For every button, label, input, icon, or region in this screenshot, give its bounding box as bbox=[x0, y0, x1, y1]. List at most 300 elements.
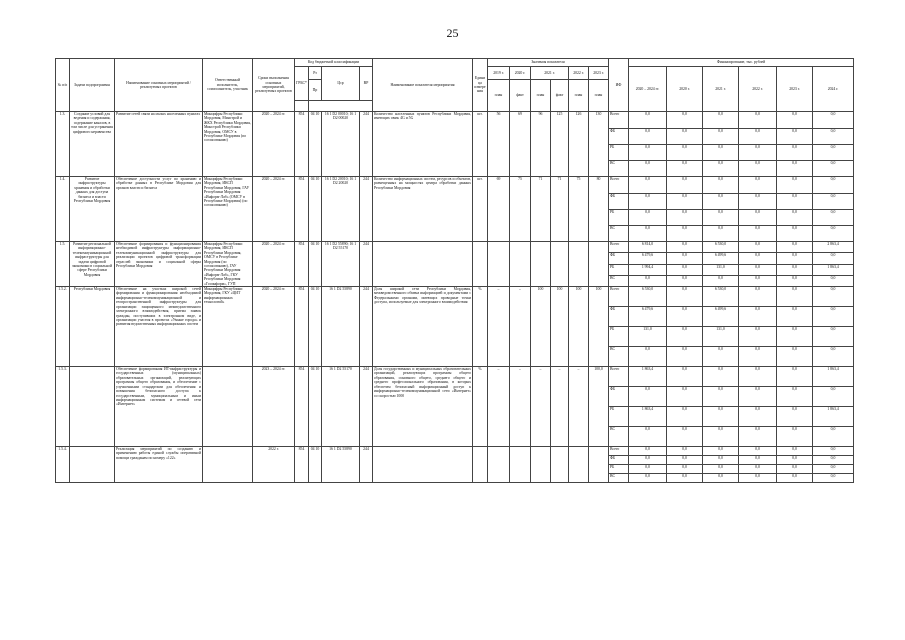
finance-amount: 0,0 bbox=[739, 145, 777, 161]
row-value: 100 bbox=[551, 287, 569, 367]
row-number: 1.5.2. bbox=[56, 287, 70, 367]
header-y2020: 2020 г. bbox=[510, 67, 531, 80]
row-event: Развитие сетей связи на малых населенных пунктах bbox=[115, 112, 203, 177]
finance-amount: 0,0 bbox=[777, 194, 813, 210]
finance-amount: 0,0 bbox=[739, 161, 777, 177]
finance-amount: 0,0 bbox=[629, 456, 667, 465]
finance-amount: 0,0 bbox=[777, 456, 813, 465]
row-number: 1.5.3. bbox=[56, 367, 70, 447]
finance-amount: 0,0 bbox=[777, 447, 813, 456]
finance-amount: 0,0 bbox=[703, 129, 739, 145]
row-executor: Минцифры Республики Мордовия, ИКСП Республики Мордовия, ОМСУ в Республике Мордовия (по согласованию), ГАУ Республики Мордовия «Информ-Лаб», ГКУ Республики Мордовия «Госинформ», ГУП bbox=[203, 242, 253, 287]
row-event: Обеспечение формирования ИТ-инфраструктуры и государственных (муниципальных) образовательных организаций, реализующих программы общего образования, и обеспечение с улучшенными стандартами для обеспечения и повышения безопасного доступа к государственным, муниципальным и иным информационным системам и сетевой сети «Интернет» bbox=[115, 367, 203, 447]
row-event: Обеспечение доступности услуг по хранению и обработке данных в Республике Мордовия для органов власти и бизнеса bbox=[115, 177, 203, 242]
finance-amount: 0,0 bbox=[629, 129, 667, 145]
table-row bbox=[56, 112, 854, 129]
row-indicator bbox=[373, 242, 473, 287]
row-unit bbox=[473, 447, 488, 483]
row-task: Создание условий для ведения и содержания, содержание каналов, в том числе для устранения цифрового неравенства bbox=[70, 112, 115, 177]
finance-amount: 0,0 bbox=[813, 474, 854, 483]
finance-amount: 0,0 bbox=[703, 275, 739, 286]
finance-amount: 0,0 bbox=[739, 242, 777, 253]
finance-source: Всего bbox=[609, 177, 629, 194]
row-event: Обеспечение формирования и функционирования необходимой инфраструктуры информационно-телекоммуникационной инфраструктуры для реализации проектов цифровой трансформации отраслей экономики и социальной сферы Республики Мордовия bbox=[115, 242, 203, 287]
row-indicator: Доля широкой сети Республики Мордовия, межведомственного обмена информацией и документами с Федеральными органами, имеющих проводные точки доступа, используемые для электронного взаимодействия bbox=[373, 287, 473, 367]
finance-amount: 0,0 bbox=[667, 447, 703, 456]
finance-amount: 0,0 bbox=[739, 112, 777, 129]
finance-amount: 0,0 bbox=[813, 129, 854, 145]
row-unit: % bbox=[473, 367, 488, 447]
finance-source: ВС bbox=[609, 347, 629, 367]
row-task: Развитие региональной информационно-телекоммуникационной инфраструктуры для задачи цифровой экономики в социальной сфере Республики Мордовия bbox=[70, 242, 115, 287]
finance-amount: 0,0 bbox=[813, 210, 854, 226]
finance-amount: 0,0 bbox=[813, 347, 854, 367]
finance-amount: 0,0 bbox=[703, 177, 739, 194]
finance-source: Всего bbox=[609, 287, 629, 307]
row-value: – bbox=[510, 367, 531, 447]
finance-source: ВС bbox=[609, 474, 629, 483]
finance-amount: 0,0 bbox=[667, 387, 703, 407]
row-task bbox=[70, 367, 115, 447]
finance-amount: 0,0 bbox=[739, 264, 777, 275]
row-vr: 244 bbox=[360, 177, 373, 242]
finance-amount: 1 863,4 bbox=[813, 367, 854, 387]
row-value: 80 bbox=[589, 177, 609, 242]
finance-amount: 0,0 bbox=[667, 407, 703, 427]
row-vr: 244 bbox=[360, 447, 373, 483]
row-value: – bbox=[488, 367, 510, 447]
row-indicator: Количество населенных пунктов Республики Мордовия, имеющих связь 4G и 5G bbox=[373, 112, 473, 177]
row-value bbox=[531, 242, 551, 287]
finance-amount: 0,0 bbox=[667, 307, 703, 327]
finance-amount: 0,0 bbox=[739, 210, 777, 226]
row-term: 2020 – 2024 гг. bbox=[253, 242, 295, 287]
finance-amount: 0,0 bbox=[813, 275, 854, 286]
row-value bbox=[551, 242, 569, 287]
header-f2023: 2023 г. bbox=[777, 67, 813, 112]
finance-amount: 0,0 bbox=[739, 407, 777, 427]
finance-amount: 0,0 bbox=[703, 387, 739, 407]
row-rz: 04 10 bbox=[309, 447, 322, 483]
finance-amount: 0,0 bbox=[629, 145, 667, 161]
finance-source: ВС bbox=[609, 161, 629, 177]
finance-amount: 0,0 bbox=[777, 347, 813, 367]
row-term: 2020 – 2024 гг. bbox=[253, 287, 295, 367]
row-value: 100,0 bbox=[589, 367, 609, 447]
row-value: 71 bbox=[551, 177, 569, 242]
row-term: 2023 – 2024 гг. bbox=[253, 367, 295, 447]
finance-amount: 0,0 bbox=[739, 387, 777, 407]
finance-amount: 0,0 bbox=[667, 275, 703, 286]
finance-amount: 0,0 bbox=[703, 210, 739, 226]
row-rz: 04 10 bbox=[309, 287, 322, 367]
header-exec: Ответственный исполнитель, соисполнитель, участник bbox=[203, 59, 253, 112]
finance-amount: 0,0 bbox=[629, 194, 667, 210]
finance-source: Всего bbox=[609, 112, 629, 129]
finance-amount: 0,0 bbox=[739, 275, 777, 286]
row-executor bbox=[203, 447, 253, 483]
header-y2023: 2023 г. bbox=[589, 67, 609, 80]
finance-amount: 1 994,4 bbox=[629, 264, 667, 275]
header-plan: план bbox=[531, 80, 551, 112]
finance-amount: 0,0 bbox=[777, 210, 813, 226]
finance-amount: 0,0 bbox=[813, 253, 854, 264]
finance-source: РБ bbox=[609, 465, 629, 474]
finance-amount: 0,0 bbox=[667, 161, 703, 177]
row-grbs: 854 bbox=[295, 242, 309, 287]
finance-amount: 0,0 bbox=[703, 427, 739, 447]
finance-amount: 131,0 bbox=[629, 327, 667, 347]
finance-amount: 6 479,6 bbox=[629, 253, 667, 264]
finance-amount: 0,0 bbox=[777, 387, 813, 407]
finance-source: Всего bbox=[609, 367, 629, 387]
finance-amount: 6 499,6 bbox=[703, 253, 739, 264]
finance-amount: 1 863,4 bbox=[813, 264, 854, 275]
row-rz: 04 10 bbox=[309, 112, 322, 177]
row-task: Республики Мордовия bbox=[70, 287, 115, 367]
finance-amount: 0,0 bbox=[629, 427, 667, 447]
row-indicator: Доля государственных и муниципальных образовательных организаций, реализующих программы общего образования, основного общего, среднего общего и среднего профессионального образования, в которых обеспечен безопасный информационный доступ к информационно-телекоммуникационной сети «Интернет» со скоростью 1000 bbox=[373, 367, 473, 447]
finance-amount: 0,0 bbox=[667, 456, 703, 465]
finance-amount: 0,0 bbox=[667, 210, 703, 226]
row-unit bbox=[473, 242, 488, 287]
header-plan: план bbox=[589, 80, 609, 112]
finance-amount: 0,0 bbox=[667, 465, 703, 474]
finance-amount: 0,0 bbox=[667, 253, 703, 264]
finance-amount: 0,0 bbox=[813, 226, 854, 242]
finance-amount: 0,0 bbox=[739, 287, 777, 307]
finance-amount: 0,0 bbox=[777, 161, 813, 177]
finance-amount: 0,0 bbox=[703, 447, 739, 456]
finance-amount: 0,0 bbox=[667, 145, 703, 161]
finance-amount: 0,0 bbox=[813, 161, 854, 177]
row-number: 1.4. bbox=[56, 177, 70, 242]
finance-amount: 0,0 bbox=[813, 145, 854, 161]
header-f-total: 2020 – 2024 гг. bbox=[629, 67, 667, 112]
finance-amount: 0,0 bbox=[777, 145, 813, 161]
row-vr: 244 bbox=[360, 367, 373, 447]
row-grbs: 854 bbox=[295, 367, 309, 447]
finance-amount: 0,0 bbox=[667, 129, 703, 145]
row-value bbox=[510, 447, 531, 483]
finance-amount: 6 814,0 bbox=[629, 242, 667, 253]
header-csr: Цср bbox=[322, 67, 360, 101]
finance-amount: 131,0 bbox=[703, 327, 739, 347]
row-csr: 16 1 D2 20010; 16 1 D2 20020 bbox=[322, 177, 360, 242]
finance-amount: 131,0 bbox=[703, 264, 739, 275]
row-event: Обеспечение на участках широкой сетей формирования и функционирования необходимой информационно-телекоммуникационной и геопространственной инфраструктуры для организации защищенного межведомственного электронного взаимодействия, приема заявок граждан, поступивших в электронном виде, и организации участия в проектах «Умные города» и развития ведомственных информационных систем bbox=[115, 287, 203, 367]
header-y2019: 2019 г. bbox=[488, 67, 510, 80]
finance-amount: 0,0 bbox=[777, 474, 813, 483]
finance-amount: 6 530,0 bbox=[703, 287, 739, 307]
header-src: ИФ bbox=[609, 59, 629, 112]
finance-amount: 0,0 bbox=[667, 367, 703, 387]
row-number: 1.3. bbox=[56, 112, 70, 177]
header-pr: Пр bbox=[309, 80, 322, 101]
finance-source: ФБ bbox=[609, 194, 629, 210]
finance-amount: 0,0 bbox=[629, 226, 667, 242]
row-value: 100 bbox=[589, 287, 609, 367]
finance-amount: 0,0 bbox=[667, 327, 703, 347]
finance-amount: 0,0 bbox=[739, 327, 777, 347]
finance-amount: 0,0 bbox=[629, 474, 667, 483]
header-budget-code: Код бюджетной классификации bbox=[295, 59, 373, 67]
finance-amount: 6 499,6 bbox=[703, 307, 739, 327]
finance-amount: 0,0 bbox=[667, 347, 703, 367]
finance-source: Всего bbox=[609, 447, 629, 456]
header-rz: Рз bbox=[309, 67, 322, 80]
finance-amount: 0,0 bbox=[703, 112, 739, 129]
finance-amount: 0,0 bbox=[703, 145, 739, 161]
finance-amount: 0,0 bbox=[703, 347, 739, 367]
finance-source: РБ bbox=[609, 210, 629, 226]
finance-amount: 0,0 bbox=[667, 226, 703, 242]
finance-amount: 0,0 bbox=[777, 275, 813, 286]
finance-amount: 0,0 bbox=[739, 177, 777, 194]
finance-amount: 0,0 bbox=[777, 427, 813, 447]
finance-amount: 0,0 bbox=[703, 407, 739, 427]
finance-amount: 0,0 bbox=[703, 226, 739, 242]
finance-amount: 0,0 bbox=[813, 307, 854, 327]
finance-amount: 0,0 bbox=[777, 112, 813, 129]
row-vr: 244 bbox=[360, 242, 373, 287]
finance-amount: 0,0 bbox=[777, 242, 813, 253]
finance-amount: 0,0 bbox=[667, 287, 703, 307]
finance-amount: 0,0 bbox=[813, 327, 854, 347]
finance-amount: 0,0 bbox=[703, 367, 739, 387]
table-row bbox=[56, 287, 854, 307]
table-row bbox=[56, 242, 854, 253]
row-event: Реализация мероприятий по созданию и применению работы единой службы оперативной помощи гражданам по номеру «122» bbox=[115, 447, 203, 483]
finance-amount: 0,0 bbox=[739, 226, 777, 242]
finance-source: ВС bbox=[609, 275, 629, 286]
finance-amount: 6 530,0 bbox=[629, 287, 667, 307]
row-value bbox=[488, 447, 510, 483]
row-value: 69 bbox=[488, 177, 510, 242]
finance-amount: 0,0 bbox=[629, 112, 667, 129]
row-term: 2020 – 2024 гг. bbox=[253, 112, 295, 177]
finance-amount: 0,0 bbox=[777, 129, 813, 145]
finance-amount: 0,0 bbox=[777, 407, 813, 427]
finance-source: РБ bbox=[609, 145, 629, 161]
finance-amount: 0,0 bbox=[777, 177, 813, 194]
row-value: 75 bbox=[569, 177, 589, 242]
finance-amount: 0,0 bbox=[739, 129, 777, 145]
finance-amount: 0,0 bbox=[739, 427, 777, 447]
row-grbs: 854 bbox=[295, 112, 309, 177]
row-csr: 16 1 D2 55890 bbox=[322, 287, 360, 367]
finance-amount: 0,0 bbox=[739, 456, 777, 465]
header-plan: план bbox=[488, 80, 510, 112]
row-value bbox=[569, 447, 589, 483]
row-value bbox=[589, 447, 609, 483]
table-row bbox=[56, 367, 854, 387]
row-rz: 04 10 bbox=[309, 177, 322, 242]
row-value bbox=[569, 242, 589, 287]
header-financing: Финансирование, тыс. рублей bbox=[629, 59, 854, 67]
row-task bbox=[70, 447, 115, 483]
finance-amount: 0,0 bbox=[667, 474, 703, 483]
header-task: Задачи подпрограммы bbox=[70, 59, 115, 112]
finance-amount: 6 479,6 bbox=[629, 307, 667, 327]
row-executor bbox=[203, 367, 253, 447]
finance-amount: 0,0 bbox=[813, 387, 854, 407]
finance-amount: 0,0 bbox=[813, 465, 854, 474]
row-term: 2022 г. bbox=[253, 447, 295, 483]
row-value: – bbox=[510, 287, 531, 367]
header-grbs: ГРБС* bbox=[295, 67, 309, 101]
row-value: 56 bbox=[488, 112, 510, 177]
row-unit: шт. bbox=[473, 112, 488, 177]
header-f2021: 2021 г. bbox=[703, 67, 739, 112]
finance-amount: 0,0 bbox=[667, 264, 703, 275]
finance-amount: 0,0 bbox=[703, 465, 739, 474]
row-value bbox=[488, 242, 510, 287]
row-value: – bbox=[569, 367, 589, 447]
row-grbs: 854 bbox=[295, 177, 309, 242]
finance-amount: 6 530,0 bbox=[703, 242, 739, 253]
row-value: 125 bbox=[551, 112, 569, 177]
finance-amount: 0,0 bbox=[739, 347, 777, 367]
finance-amount: 0,0 bbox=[629, 387, 667, 407]
finance-amount: 0,0 bbox=[777, 226, 813, 242]
finance-source: ФБ bbox=[609, 253, 629, 264]
header-f2022: 2022 г. bbox=[739, 67, 777, 112]
finance-amount: 0,0 bbox=[739, 307, 777, 327]
finance-amount: 0,0 bbox=[703, 194, 739, 210]
row-value: 71 bbox=[531, 177, 551, 242]
finance-amount: 0,0 bbox=[629, 210, 667, 226]
header-event: Наименование основных мероприятий / реализуемых проектов bbox=[115, 59, 203, 112]
finance-amount: 1 863,4 bbox=[629, 367, 667, 387]
row-csr: 16 1 D2 55170 bbox=[322, 367, 360, 447]
header-values: Значения показателя bbox=[488, 59, 609, 67]
finance-amount: 0,0 bbox=[777, 465, 813, 474]
finance-source: ВС bbox=[609, 427, 629, 447]
finance-amount: 0,0 bbox=[667, 194, 703, 210]
row-value: 130 bbox=[589, 112, 609, 177]
row-value bbox=[510, 242, 531, 287]
row-value: 69 bbox=[510, 112, 531, 177]
row-executor: Минцифры Республики Мордовия, ИКСП Республики Мордовия, ГАУ Республики Мордовия «Информ-Лаб» (ОМСУ в Республике Мордовия) (по согласованию) bbox=[203, 177, 253, 242]
finance-amount: 0,0 bbox=[777, 287, 813, 307]
finance-source: РБ bbox=[609, 264, 629, 275]
finance-amount: 0,0 bbox=[703, 474, 739, 483]
finance-source: ФБ bbox=[609, 456, 629, 465]
finance-amount: 0,0 bbox=[739, 447, 777, 456]
finance-amount: 0,0 bbox=[777, 367, 813, 387]
row-rz: 04 10 bbox=[309, 242, 322, 287]
row-csr: 16 1 D2 55890 bbox=[322, 447, 360, 483]
row-value: – bbox=[488, 287, 510, 367]
header-term: Сроки выполнения основных мероприятий, реализуемых проектов bbox=[253, 59, 295, 112]
row-value bbox=[531, 447, 551, 483]
finance-source: РБ bbox=[609, 327, 629, 347]
row-number: 1.5.4. bbox=[56, 447, 70, 483]
row-csr: 16 1 D2 55890; 16 1 D2 55170 bbox=[322, 242, 360, 287]
row-grbs: 854 bbox=[295, 287, 309, 367]
finance-source: РБ bbox=[609, 407, 629, 427]
finance-amount: 0,0 bbox=[667, 427, 703, 447]
finance-amount: 1 863,4 bbox=[813, 407, 854, 427]
header-fact: факт bbox=[510, 80, 531, 112]
header-y2021: 2021 г. bbox=[531, 67, 569, 80]
header-f2024: 2024 г. bbox=[813, 67, 854, 112]
finance-amount: 0,0 bbox=[629, 447, 667, 456]
finance-amount: 0,0 bbox=[813, 177, 854, 194]
finance-amount: 0,0 bbox=[777, 327, 813, 347]
finance-amount: 0,0 bbox=[739, 367, 777, 387]
row-rz: 04 10 bbox=[309, 367, 322, 447]
finance-amount: 0,0 bbox=[739, 253, 777, 264]
finance-amount: 0,0 bbox=[813, 447, 854, 456]
finance-amount: 0,0 bbox=[739, 194, 777, 210]
finance-amount: 0,0 bbox=[629, 177, 667, 194]
row-number: 1.5. bbox=[56, 242, 70, 287]
row-value: 75 bbox=[510, 177, 531, 242]
header-plan: план bbox=[569, 80, 589, 112]
finance-amount: 0,0 bbox=[813, 112, 854, 129]
row-unit: % bbox=[473, 287, 488, 367]
row-unit: шт. bbox=[473, 177, 488, 242]
row-value bbox=[551, 447, 569, 483]
header-y2022: 2022 г. bbox=[569, 67, 589, 80]
row-csr: 16 1 D2 00010; 16 1 D2 00020 bbox=[322, 112, 360, 177]
finance-amount: 0,0 bbox=[703, 456, 739, 465]
finance-amount: 1 863,4 bbox=[629, 407, 667, 427]
row-vr: 244 bbox=[360, 287, 373, 367]
finance-source: ФБ bbox=[609, 307, 629, 327]
row-term: 2020 – 2024 гг. bbox=[253, 177, 295, 242]
header-indicator: Наименование показателя мероприятия bbox=[373, 59, 473, 112]
finance-amount: 2 863,4 bbox=[813, 242, 854, 253]
header-spacer bbox=[295, 101, 309, 112]
row-vr: 244 bbox=[360, 112, 373, 177]
finance-amount: 0,0 bbox=[777, 307, 813, 327]
page-number: 25 bbox=[446, 26, 459, 40]
finance-amount: 0,0 bbox=[667, 112, 703, 129]
row-indicator bbox=[373, 447, 473, 483]
finance-amount: 0,0 bbox=[813, 287, 854, 307]
finance-amount: 0,0 bbox=[629, 275, 667, 286]
table-row bbox=[56, 177, 854, 194]
finance-source: ВС bbox=[609, 226, 629, 242]
table-row bbox=[56, 447, 854, 456]
header-vr: ВР bbox=[360, 67, 373, 101]
header-no: № п/п bbox=[56, 59, 70, 112]
finance-source: ФБ bbox=[609, 387, 629, 407]
finance-amount: 0,0 bbox=[739, 474, 777, 483]
finance-amount: 0,0 bbox=[703, 161, 739, 177]
finance-amount: 0,0 bbox=[629, 465, 667, 474]
finance-amount: 0,0 bbox=[629, 161, 667, 177]
row-value bbox=[589, 242, 609, 287]
finance-amount: 0,0 bbox=[667, 177, 703, 194]
row-value: 126 bbox=[569, 112, 589, 177]
finance-amount: 0,0 bbox=[777, 253, 813, 264]
row-value: 96 bbox=[531, 112, 551, 177]
finance-amount: 0,0 bbox=[813, 194, 854, 210]
row-value: 100 bbox=[531, 287, 551, 367]
finance-source: Всего bbox=[609, 242, 629, 253]
finance-amount: 0,0 bbox=[629, 347, 667, 367]
row-grbs: 854 bbox=[295, 447, 309, 483]
finance-amount: 0,0 bbox=[739, 465, 777, 474]
row-executor: Минцифры Республики Мордовия, Минстрой и ЖКХ Республики Мордовия, Минстрой Республики Мордовия, ОМСУ в Республике Мордовия (по согласованию) bbox=[203, 112, 253, 177]
row-indicator: Количество информационных систем, ресурсов и объектов, размещенных на мощностях центра обработки данных Республики Мордовия bbox=[373, 177, 473, 242]
finance-amount: 0,0 bbox=[813, 427, 854, 447]
program-table bbox=[55, 58, 854, 483]
